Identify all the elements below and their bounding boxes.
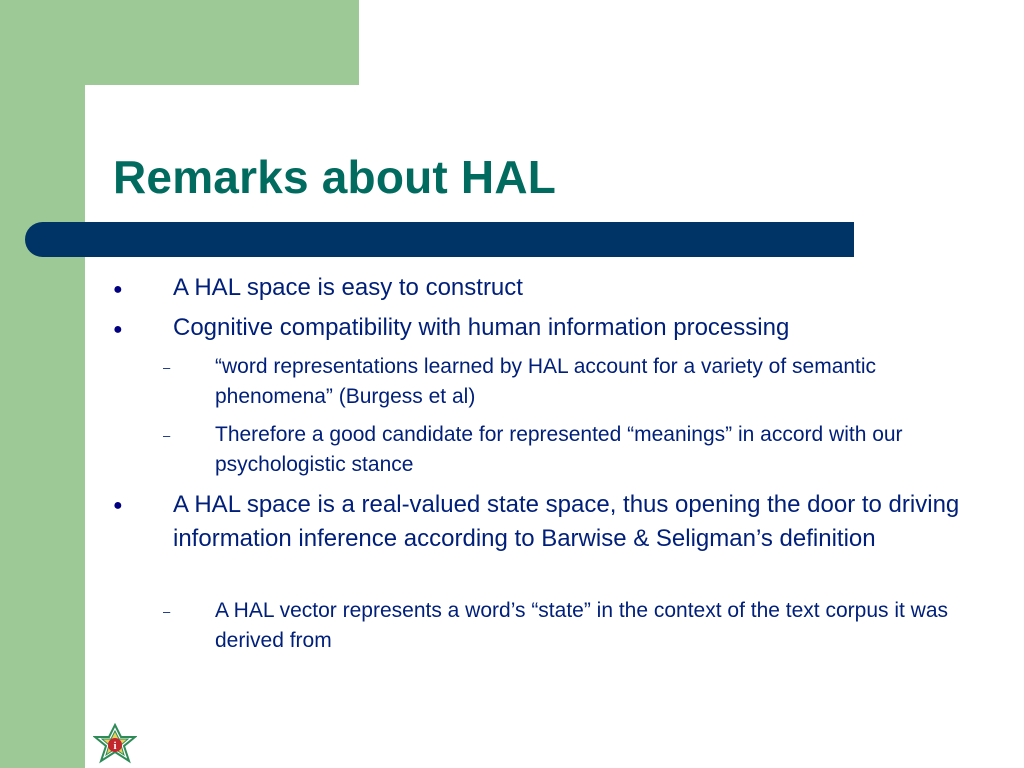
slide-title: Remarks about HAL bbox=[113, 151, 557, 203]
bullet-marker: ● bbox=[113, 497, 123, 514]
bullet-text-3: A HAL space is a real-valued state space, thus opening the door to driving information inference according to Barwise & Seligman’s definition bbox=[173, 491, 960, 552]
bullet-marker: ● bbox=[113, 321, 123, 338]
bullet-text-1: A HAL space is easy to construct bbox=[173, 274, 523, 301]
svg-text:i: i bbox=[113, 740, 117, 752]
info-star-logo-icon bbox=[93, 723, 137, 767]
sub-bullet-text-2-2: Therefore a good candidate for represented “meanings” in accord with our psychologistic stance bbox=[215, 423, 903, 476]
left-green-band bbox=[0, 0, 85, 768]
sub-bullet-text-2-1: “word representations learned by HAL account for a variety of semantic phenomena” (Burgess et al) bbox=[215, 355, 877, 408]
bullet-marker: ● bbox=[113, 281, 123, 298]
rounded-corner bbox=[85, 85, 145, 145]
sub-bullet-marker: – bbox=[163, 428, 171, 443]
top-green-block bbox=[85, 0, 359, 85]
title-rule-bar bbox=[25, 222, 854, 257]
sub-bullet-marker: – bbox=[163, 360, 171, 375]
sub-bullet-text-3-1: A HAL vector represents a word’s “state” in the context of the text corpus it was derived from bbox=[215, 599, 949, 652]
bullet-text-2: Cognitive compatibility with human information processing bbox=[173, 314, 790, 341]
sub-bullet-marker: – bbox=[163, 604, 171, 619]
